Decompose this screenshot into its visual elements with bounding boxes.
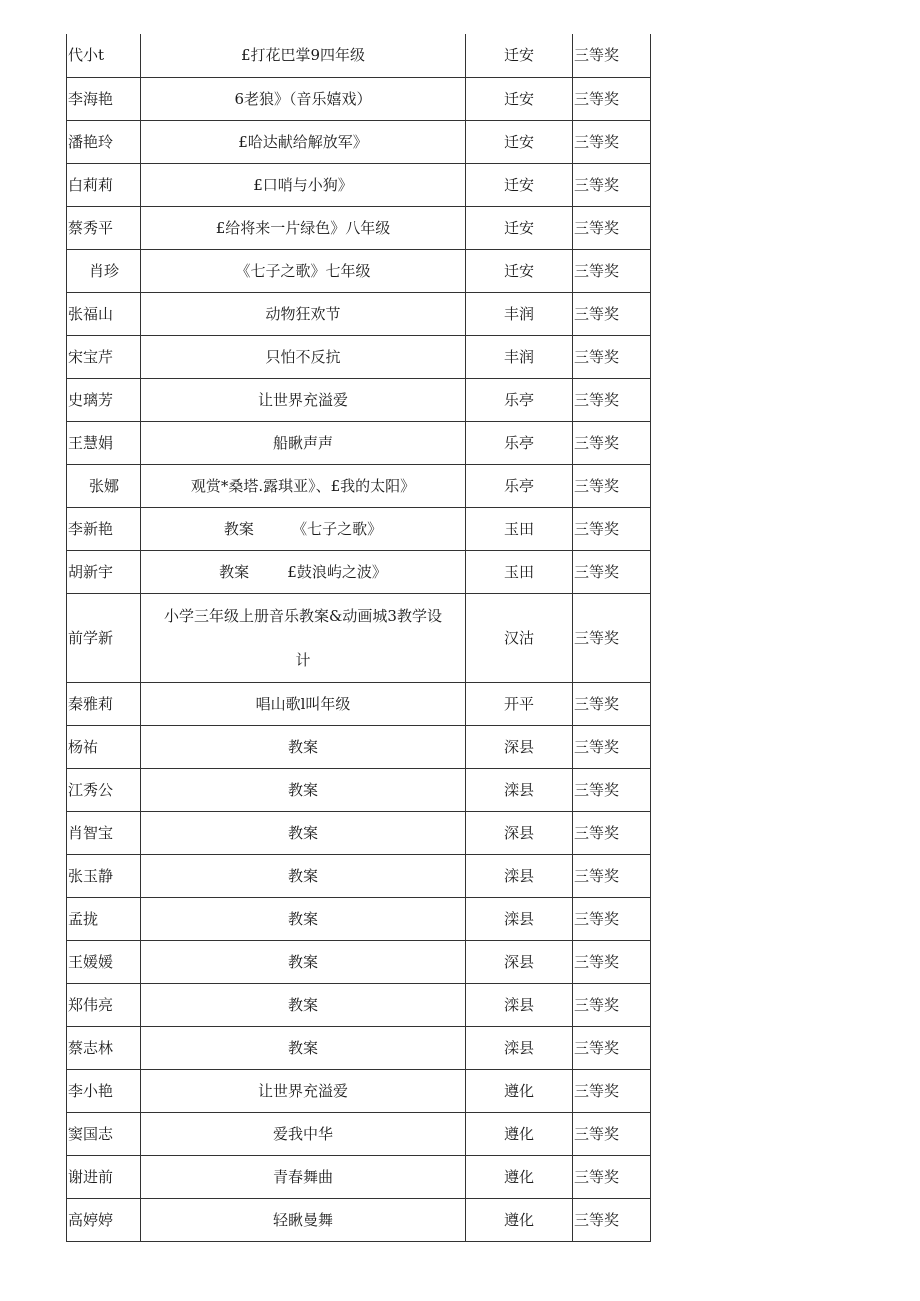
award-cell: 三等奖 [573, 206, 651, 249]
region-cell: 汉沽 [466, 593, 573, 682]
name-cell: 杨祐 [67, 725, 141, 768]
name-cell: 潘艳玲 [67, 120, 141, 163]
name-cell: 蔡秀平 [67, 206, 141, 249]
region-cell: 丰润 [466, 335, 573, 378]
table-row [67, 983, 651, 1026]
table-row [67, 34, 651, 77]
award-cell: 三等奖 [573, 1069, 651, 1112]
table-row [67, 464, 651, 507]
region-cell: 开平 [466, 682, 573, 725]
table-row [67, 897, 651, 940]
region-cell: 遵化 [466, 1155, 573, 1198]
award-cell: 三等奖 [573, 120, 651, 163]
work-cell: 轻瞅曼舞 [141, 1198, 466, 1241]
name-cell: 胡新宇 [67, 550, 141, 593]
region-cell: 迁安 [466, 77, 573, 120]
work-cell: £哈达献给解放军》 [141, 120, 466, 163]
name-cell: 王媛媛 [67, 940, 141, 983]
work-cell: 教案 [141, 768, 466, 811]
region-cell: 迁安 [466, 249, 573, 292]
award-cell: 三等奖 [573, 421, 651, 464]
name-cell: 窦国志 [67, 1112, 141, 1155]
award-cell: 三等奖 [573, 292, 651, 335]
work-cell: 6老狼》（音乐嬉戏） [141, 77, 466, 120]
region-cell: 滦县 [466, 983, 573, 1026]
region-cell: 迁安 [466, 120, 573, 163]
name-cell: 高婷婷 [67, 1198, 141, 1241]
award-cell: 三等奖 [573, 682, 651, 725]
work-cell: £给将来一片绿色》八年级 [141, 206, 466, 249]
award-cell: 三等奖 [573, 507, 651, 550]
name-cell: 史璃芳 [67, 378, 141, 421]
region-cell: 遵化 [466, 1112, 573, 1155]
table-row [67, 811, 651, 854]
name-cell: 前学新 [67, 593, 141, 682]
award-cell: 三等奖 [573, 983, 651, 1026]
table-row [67, 1069, 651, 1112]
table-row [67, 854, 651, 897]
region-cell: 迁安 [466, 163, 573, 206]
table-row [67, 77, 651, 120]
table-row [67, 120, 651, 163]
work-cell: 教案 [141, 811, 466, 854]
award-cell: 三等奖 [573, 854, 651, 897]
award-cell: 三等奖 [573, 378, 651, 421]
region-cell: 深县 [466, 940, 573, 983]
table-row [67, 1155, 651, 1198]
award-cell: 三等奖 [573, 335, 651, 378]
table-row [67, 1112, 651, 1155]
work-cell: 教案 [141, 854, 466, 897]
work-cell: 让世界充溢爱 [141, 378, 466, 421]
award-cell: 三等奖 [573, 464, 651, 507]
award-cell: 三等奖 [573, 1198, 651, 1241]
region-cell: 乐亭 [466, 421, 573, 464]
region-cell: 乐亭 [466, 464, 573, 507]
name-cell: 蔡志林 [67, 1026, 141, 1069]
region-cell: 滦县 [466, 897, 573, 940]
table-row [67, 507, 651, 550]
name-cell: 宋宝芹 [67, 335, 141, 378]
award-cell: 三等奖 [573, 1112, 651, 1155]
name-cell: 张福山 [67, 292, 141, 335]
name-cell: 李新艳 [67, 507, 141, 550]
table-row [67, 550, 651, 593]
award-cell: 三等奖 [573, 897, 651, 940]
work-cell: £打花巴掌9四年级 [141, 34, 466, 77]
award-cell: 三等奖 [573, 249, 651, 292]
region-cell: 玉田 [466, 550, 573, 593]
region-cell: 滦县 [466, 768, 573, 811]
table-row [67, 335, 651, 378]
region-cell: 遵化 [466, 1069, 573, 1112]
work-cell: 教案 《七子之歌》 [141, 507, 466, 550]
award-cell: 三等奖 [573, 34, 651, 77]
name-cell: 李小艳 [67, 1069, 141, 1112]
table-row [67, 593, 651, 682]
work-cell: 小学三年级上册音乐教案&动画城3教学设计 [141, 593, 466, 682]
region-cell: 遵化 [466, 1198, 573, 1241]
region-cell: 迁安 [466, 206, 573, 249]
award-table [66, 34, 651, 1242]
work-cell: 《七子之歌》七年级 [141, 249, 466, 292]
name-cell: 谢进前 [67, 1155, 141, 1198]
work-cell: 观赏*桑塔.露琪亚》、£我的太阳》 [141, 464, 466, 507]
name-cell: 代小t [67, 34, 141, 77]
name-cell: 张玉静 [67, 854, 141, 897]
region-cell: 丰润 [466, 292, 573, 335]
award-cell: 三等奖 [573, 163, 651, 206]
work-cell: 船瞅声声 [141, 421, 466, 464]
name-cell: 白莉莉 [67, 163, 141, 206]
work-cell: 教案 [141, 940, 466, 983]
region-cell: 乐亭 [466, 378, 573, 421]
region-cell: 深县 [466, 725, 573, 768]
work-cell: 教案 [141, 725, 466, 768]
table-row [67, 768, 651, 811]
name-cell: 肖珍 [67, 249, 141, 292]
work-cell: 教案 [141, 897, 466, 940]
table-row [67, 163, 651, 206]
award-cell: 三等奖 [573, 725, 651, 768]
award-cell: 三等奖 [573, 811, 651, 854]
name-cell: 孟拢 [67, 897, 141, 940]
table-row [67, 206, 651, 249]
award-cell: 三等奖 [573, 1155, 651, 1198]
region-cell: 滦县 [466, 1026, 573, 1069]
work-cell: 青春舞曲 [141, 1155, 466, 1198]
table-row [67, 725, 651, 768]
table-row [67, 292, 651, 335]
work-cell: 唱山歌l叫年级 [141, 682, 466, 725]
name-cell: 郑伟亮 [67, 983, 141, 1026]
work-cell: £口哨与小狗》 [141, 163, 466, 206]
region-cell: 迁安 [466, 34, 573, 77]
table-row [67, 682, 651, 725]
work-cell: 教案 [141, 983, 466, 1026]
table-row [67, 378, 651, 421]
table-row [67, 249, 651, 292]
name-cell: 秦雅莉 [67, 682, 141, 725]
award-cell: 三等奖 [573, 1026, 651, 1069]
award-cell: 三等奖 [573, 550, 651, 593]
table-row [67, 421, 651, 464]
award-cell: 三等奖 [573, 593, 651, 682]
name-cell: 李海艳 [67, 77, 141, 120]
table-row [67, 940, 651, 983]
work-cell: 爱我中华 [141, 1112, 466, 1155]
work-cell: 教案 £鼓浪屿之波》 [141, 550, 466, 593]
table-row [67, 1198, 651, 1241]
award-cell: 三等奖 [573, 77, 651, 120]
award-table-body [67, 34, 651, 1241]
name-cell: 张娜 [67, 464, 141, 507]
name-cell: 肖智宝 [67, 811, 141, 854]
table-row [67, 1026, 651, 1069]
work-cell: 让世界充溢爱 [141, 1069, 466, 1112]
work-cell: 只怕不反抗 [141, 335, 466, 378]
region-cell: 玉田 [466, 507, 573, 550]
name-cell: 江秀公 [67, 768, 141, 811]
region-cell: 深县 [466, 811, 573, 854]
award-cell: 三等奖 [573, 940, 651, 983]
region-cell: 滦县 [466, 854, 573, 897]
award-cell: 三等奖 [573, 768, 651, 811]
work-cell: 教案 [141, 1026, 466, 1069]
name-cell: 王慧娟 [67, 421, 141, 464]
work-cell: 动物狂欢节 [141, 292, 466, 335]
